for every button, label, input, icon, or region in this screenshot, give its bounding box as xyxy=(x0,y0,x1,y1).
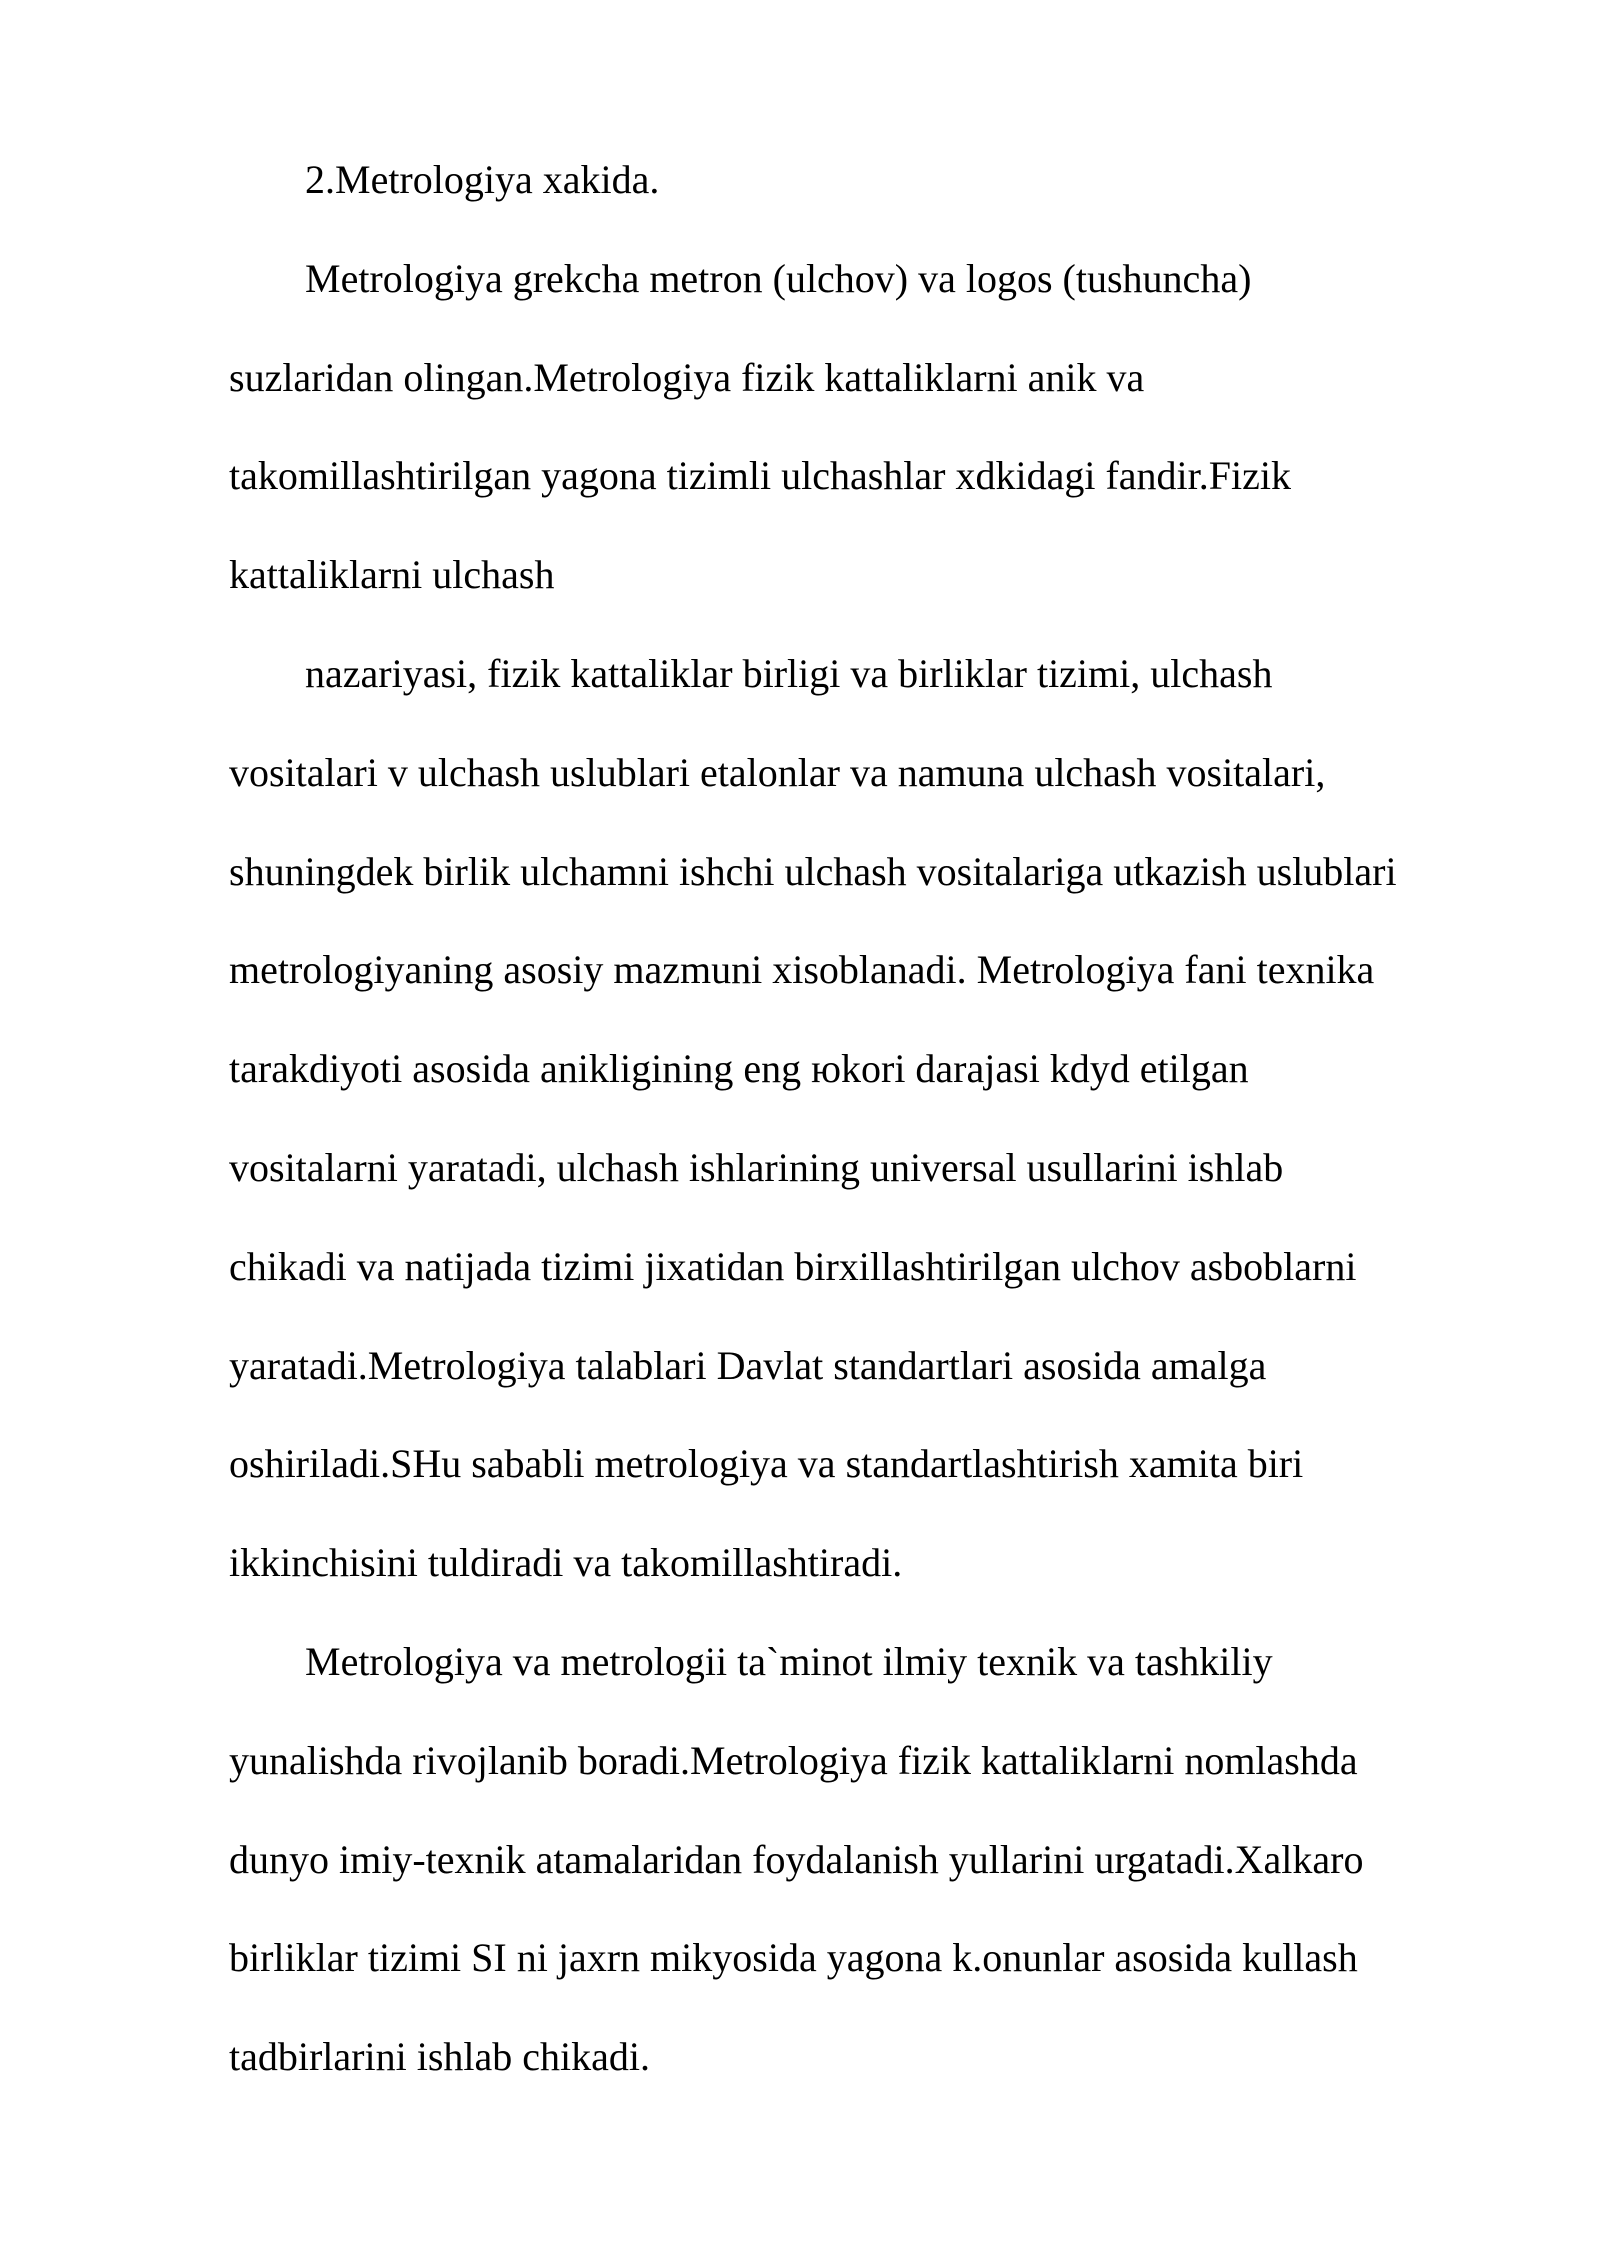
paragraph-line: shuningdek birlik ulchamni ishchi ulchash vositalariga utkazish uslublari xyxy=(229,849,1397,894)
paragraph-line: Metrologiya va metrologii ta`minot ilmiy texnik va tashkiliy xyxy=(305,1639,1273,1684)
paragraph-line: Metrologiya grekcha metron (ulchov) va logos (tushuncha) xyxy=(305,256,1252,301)
paragraph-line: dunyo imiy-texnik atamalaridan foydalanish yullarini urgatadi.Xalkaro xyxy=(229,1837,1364,1882)
paragraph-line: yaratadi.Metrologiya talablari Davlat standartlari asosida amalga xyxy=(229,1343,1267,1388)
paragraph-line: suzlaridan olingan.Metrologiya fizik kattaliklarni anik va xyxy=(229,355,1145,400)
section-heading: 2.Metrologiya xakida. xyxy=(305,157,660,202)
paragraph-line: ikkinchisini tuldiradi va takomillashtiradi. xyxy=(229,1540,903,1585)
paragraph-line: kattaliklarni ulchash xyxy=(229,552,555,597)
paragraph-line: vositalari v ulchash uslublari etalonlar va namuna ulchash vositalari, xyxy=(229,750,1326,795)
paragraph-line: takomillashtirilgan yagona tizimli ulchashlar xdkidagi fandir.Fizik xyxy=(229,453,1291,498)
paragraph-line: yunalishda rivojlanib boradi.Metrologiya fizik kattaliklarni nomlashda xyxy=(229,1738,1358,1783)
paragraph-line: birliklar tizimi SI ni jaxrn mikyosida yagona k.onunlar asosida kullash xyxy=(229,1935,1358,1980)
paragraph-line: nazariyasi, fizik kattaliklar birligi va birliklar tizimi, ulchash xyxy=(305,651,1273,696)
paragraph-line: chikadi va natijada tizimi jixatidan birxillashtirilgan ulchov asboblarni xyxy=(229,1244,1357,1289)
paragraph-line: vositalarni yaratadi, ulchash ishlarining universal usullarini ishlab xyxy=(229,1145,1284,1190)
paragraph-line: tarakdiyoti asosida anikligining eng юkori darajasi kdyd etilgan xyxy=(229,1046,1249,1091)
paragraph-line: oshiriladi.SHu sababli metrologiya va standartlashtirish xamita biri xyxy=(229,1441,1304,1486)
paragraph-line: metrologiyaning asosiy mazmuni xisoblanadi. Metrologiya fani texnika xyxy=(229,947,1375,992)
paragraph-line: tadbirlarini ishlab chikadi. xyxy=(229,2034,650,2079)
